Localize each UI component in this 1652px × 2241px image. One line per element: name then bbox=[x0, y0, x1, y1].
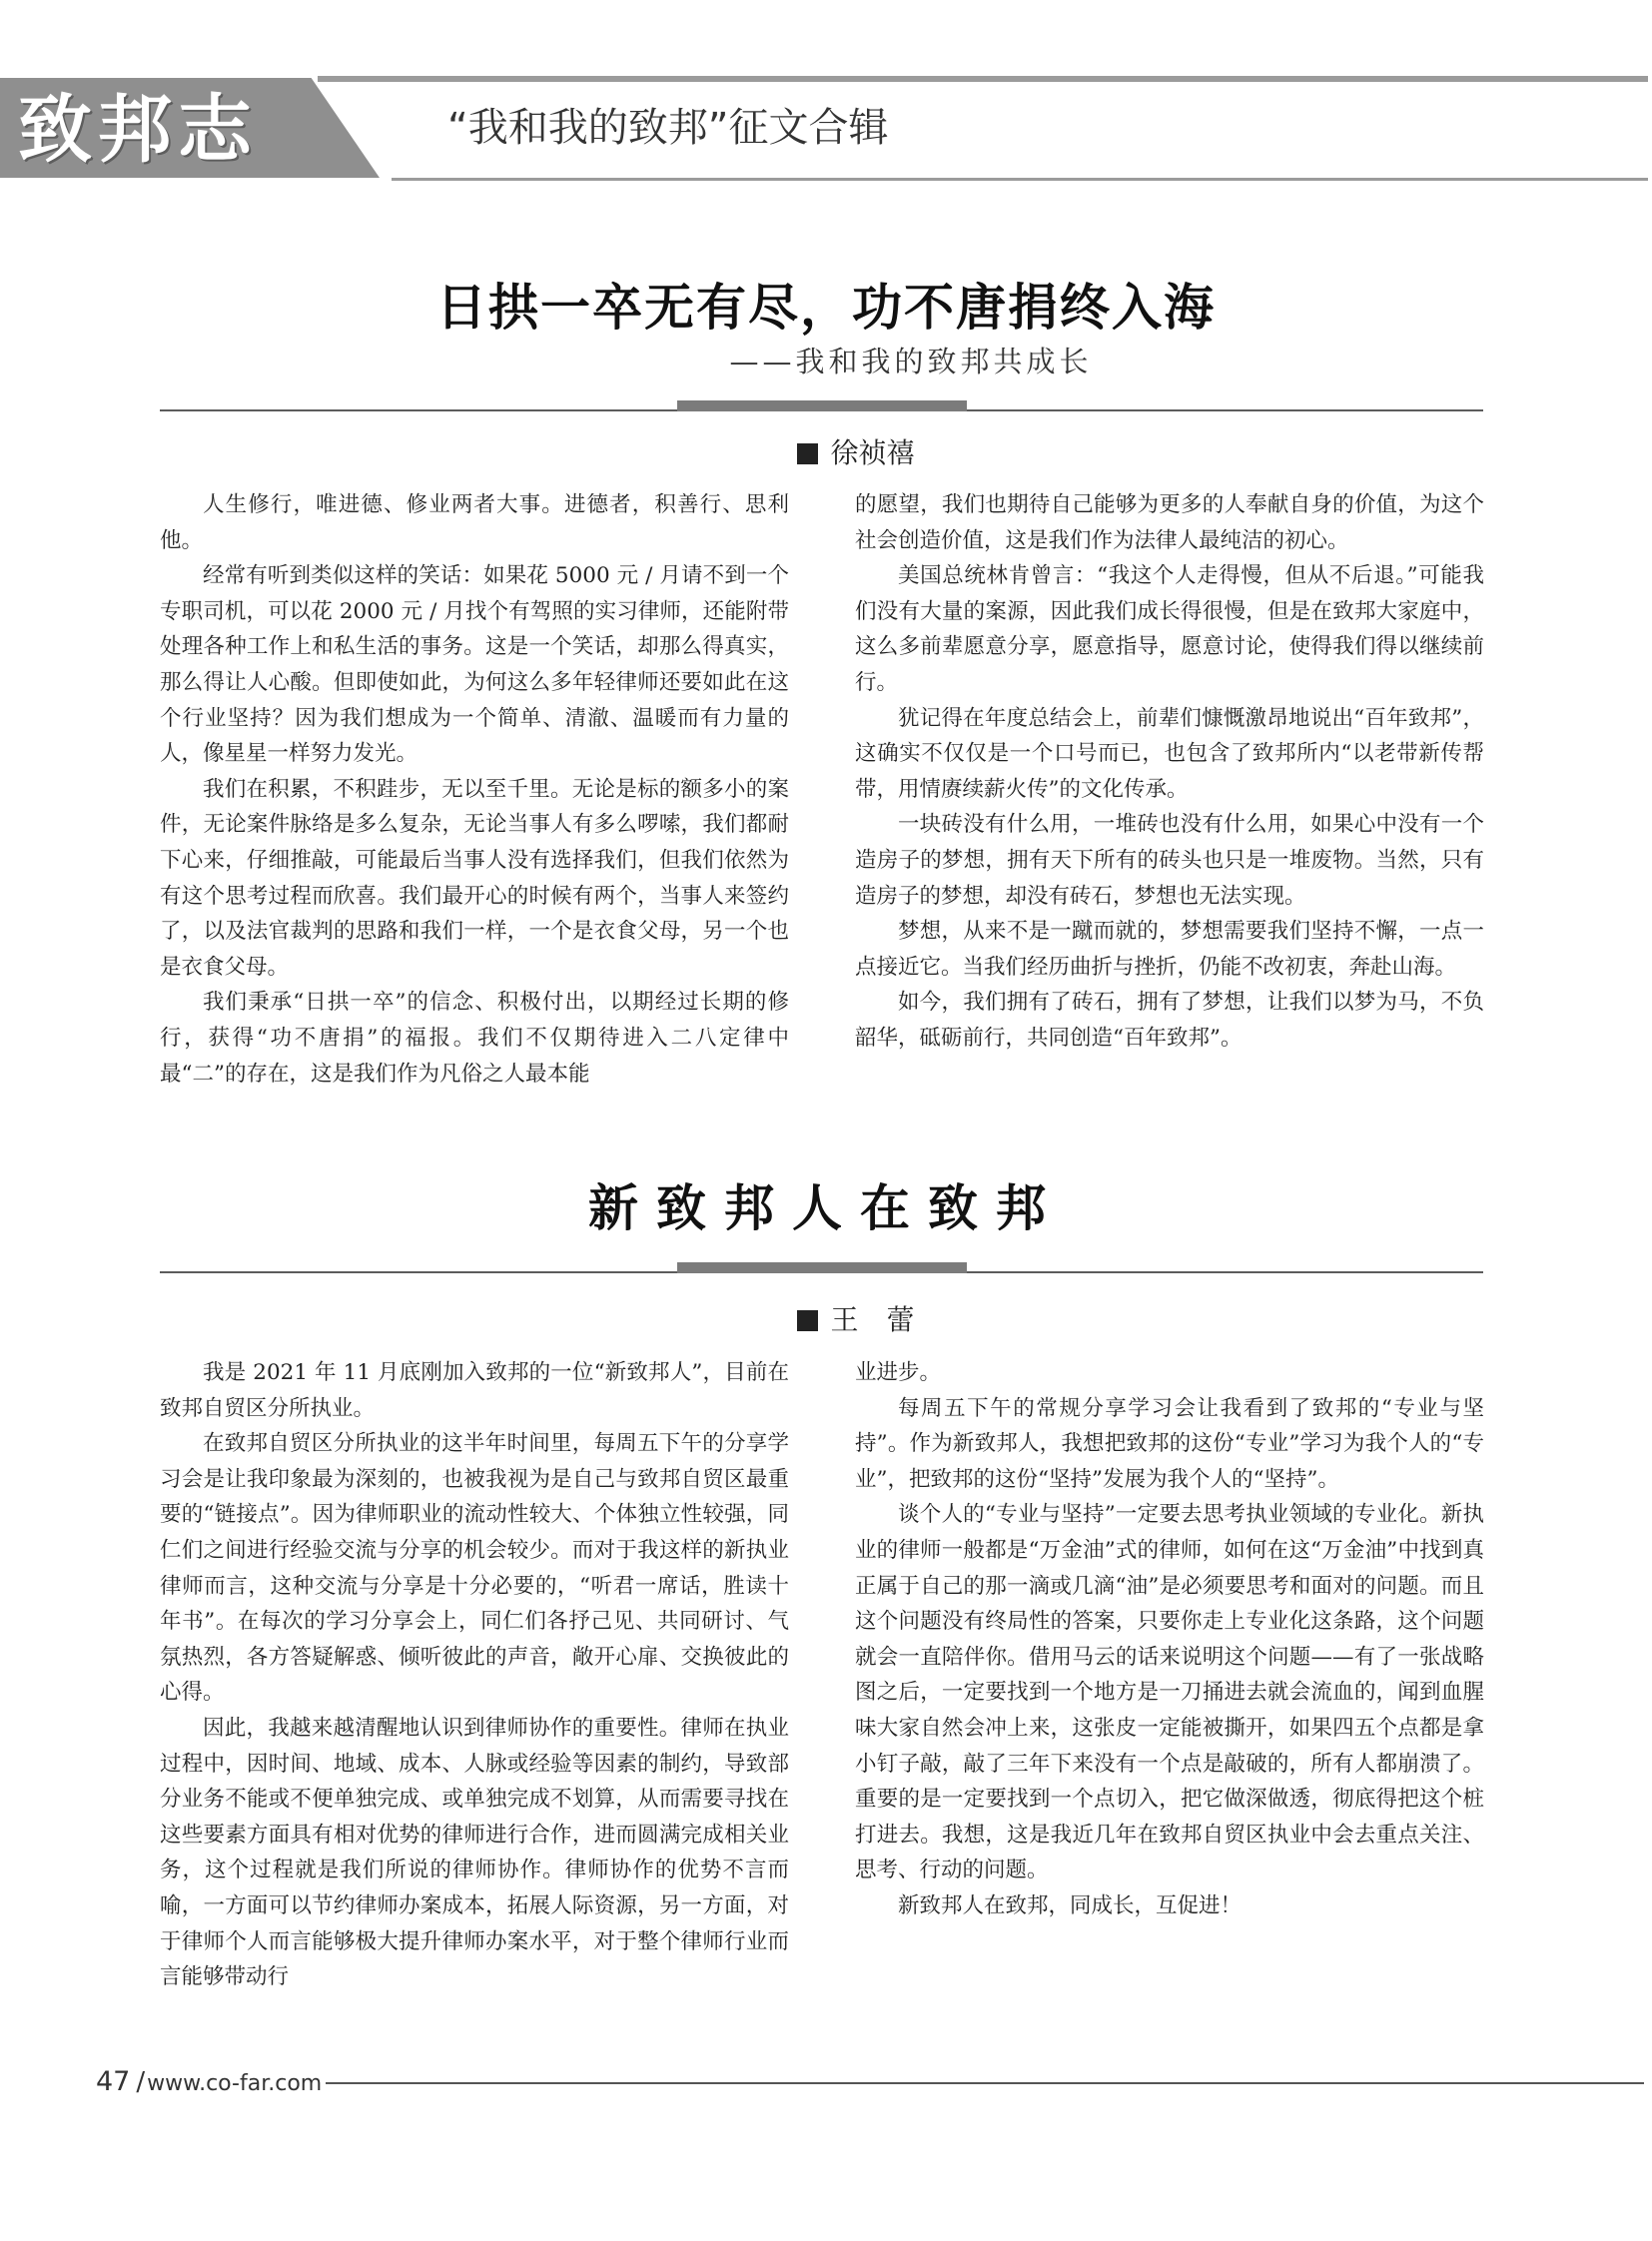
article1-paragraph: 我们秉承“日拱一卒”的信念、积极付出，以期经过长期的修行，获得“功不唐捐”的福报。我们不仅期待进入二八定律中最“二”的存在，这是我们作为凡俗之人最本能 bbox=[160, 990, 789, 1087]
article2-author bbox=[0, 1298, 1652, 1338]
masthead-top-rule bbox=[318, 76, 1648, 82]
article1-paragraph: 梦想，从来不是一蹴而就的，梦想需要我们坚持不懈，一点一点接近它。当我们经历曲折与挫折，仍能不改初衷，奔赴山海。 bbox=[855, 919, 1484, 980]
article2-right-column bbox=[855, 1355, 1484, 1924]
article1-paragraph: 美国总统林肯曾言：“我这个人走得慢，但从不后退。”可能我们没有大量的案源，因此我们成长得很慢，但是在致邦大家庭中，这么多前辈愿意分享，愿意指导，愿意讨论，使得我们得以继续前行。 bbox=[855, 563, 1484, 695]
article2-paragraph: 因此，我越来越清醒地认识到律师协作的重要性。律师在执业过程中，因时间、地域、成本、人脉或经验等因素的制约，导致部分业务不能或不便单独完成、或单独完成不划算，从而需要寻找在这些要素方面具有相对优势的律师进行合作，进而圆满完成相关业务，这个过程就是我们所说的律师协作。律师协作的优势不言而喻，一方面可以节约律师办案成本，拓展人际资源，另一方面，对于律师个人而言能够极大提升律师办案水平，对于整个律师行业而言能够带动行 bbox=[160, 1715, 789, 1990]
article1-paragraph: 我们在积累，不积跬步，无以至千里。无论是标的额多小的案件，无论案件脉络是多么复杂，无论当事人有多么啰嗦，我们都耐下心来，仔细推敲，可能最后当事人没有选择我们，但我们依然为有这个思考过程而欣喜。我们最开心的时候有两个，当事人来签约了，以及法官裁判的思路和我们一样，一个是衣食父母，另一个也是衣食父母。 bbox=[160, 776, 789, 980]
article1-rule-accent bbox=[677, 400, 967, 411]
article1-paragraph: 经常有听到类似这样的笑话：如果花 5000 元 / 月请不到一个专职司机，可以花 2000 元 / 月找个有驾照的实习律师，还能附带处理各种工作上和私生活的事务。这是一个笑话，却那么得真实，那么得让人心酸。但即使如此，为何这么多年轻律师还要如此在这个行业坚持？因为我们想成为一个简单、清澈、温暖而有力量的人，像星星一样努力发光。 bbox=[160, 563, 789, 767]
article1-author-name: 徐祯禧 bbox=[830, 436, 915, 469]
brand-logo: 致邦志 bbox=[18, 87, 258, 173]
author-square-icon bbox=[797, 443, 818, 464]
article2-rule-accent bbox=[677, 1262, 967, 1273]
article2-paragraph: 在致邦自贸区分所执业的这半年时间里，每周五下午的分享学习会是让我印象最为深刻的，也被我视为是自己与致邦自贸区最重要的“链接点”。因为律师职业的流动性较大、个体独立性较强，同仁们之间进行经验交流与分享的机会较少。而对于我这样的新执业律师而言，这种交流与分享是十分必要的，“听君一席话，胜读十年书”。在每次的学习分享会上，同仁们各抒己见、共同研讨、气氛热烈，各方答疑解惑、倾听彼此的声音，敞开心扉、交换彼此的心得。 bbox=[160, 1431, 789, 1706]
article1-paragraph: 犹记得在年度总结会上，前辈们慷慨激昂地说出“百年致邦”，这确实不仅仅是一个口号而已，也包含了致邦所内“以老带新传帮带，用情赓续薪火传”的文化传承。 bbox=[855, 705, 1484, 802]
footer-url: www.co-far.com bbox=[147, 2071, 323, 2096]
article2-paragraph: 我是 2021 年 11 月底刚加入致邦的一位“新致邦人”，目前在致邦自贸区分所执业。 bbox=[160, 1360, 789, 1421]
article2-author-name: 王 蕾 bbox=[830, 1303, 915, 1336]
page-number: 47 bbox=[96, 2066, 131, 2097]
article1-paragraph: 的愿望，我们也期待自己能够为更多的人奉献自身的价值，为这个社会创造价值，这是我们作为法律人最纯洁的初心。 bbox=[855, 492, 1484, 553]
article2-paragraph: 业进步。 bbox=[855, 1360, 942, 1385]
article2-paragraph: 新致邦人在致邦，同成长，互促进！ bbox=[898, 1892, 1242, 1918]
article1-paragraph: 如今，我们拥有了砖石，拥有了梦想，让我们以梦为马，不负韶华，砥砺前行，共同创造“百年致邦”。 bbox=[855, 990, 1484, 1051]
article2-paragraph: 每周五下午的常规分享学习会让我看到了致邦的“专业与坚持”。作为新致邦人，我想把致邦的这份“专业”学习为我个人的“专业”，把致邦的这份“坚持”发展为我个人的“坚持”。 bbox=[855, 1395, 1484, 1492]
article1-paragraph: 一块砖没有什么用，一堆砖也没有什么用，如果心中没有一个造房子的梦想，拥有天下所有的砖头也只是一堆废物。当然，只有造房子的梦想，却没有砖石，梦想也无法实现。 bbox=[855, 812, 1484, 909]
article2-title: 新致邦人在致邦 bbox=[588, 1179, 1064, 1237]
article2-paragraph: 谈个人的“专业与坚持”一定要去思考执业领域的专业化。新执业的律师一般都是“万金油”式的律师，如何在这“万金油”中找到真正属于自己的那一滴或几滴“油”是必须要思考和面对的问题。而且这个问题没有终局性的答案，只要你走上专业化这条路，这个问题就会一直陪伴你。借用马云的话来说明这个问题——有了一张战略图之后，一定要找到一个地方是一刀捅进去就会流血的，闻到血腥味大家自然会冲上来，这张皮一定能被撕开，如果四五个点都是拿小钉子敲，敲了三年下来没有一个点是敲破的，所有人都崩溃了。重要的是一定要找到一个点切入，把它做深做透，彻底得把这个桩打进去。我想，这是我近几年在致邦自贸区执业中会去重点关注、思考、行动的问题。 bbox=[855, 1502, 1484, 1883]
article2-left-column bbox=[160, 1355, 789, 1995]
footer-rule bbox=[326, 2082, 1644, 2084]
article1-title: 日拱一卒无有尽，功不唐捐终入海 bbox=[436, 279, 1216, 337]
author-square-icon bbox=[797, 1310, 818, 1331]
article1-subtitle: ——我和我的致邦共成长 bbox=[729, 345, 1093, 378]
section-title: “我和我的致邦”征文合辑 bbox=[447, 105, 889, 151]
page-footer bbox=[96, 2065, 322, 2101]
article1-right-column bbox=[855, 487, 1484, 1057]
article1-author bbox=[0, 431, 1652, 471]
article1-paragraph: 人生修行，唯进德、修业两者大事。进德者，积善行、思利他。 bbox=[160, 492, 789, 553]
masthead-bottom-rule bbox=[392, 178, 1648, 181]
article1-left-column bbox=[160, 487, 789, 1092]
footer-slash: / bbox=[136, 2067, 146, 2097]
